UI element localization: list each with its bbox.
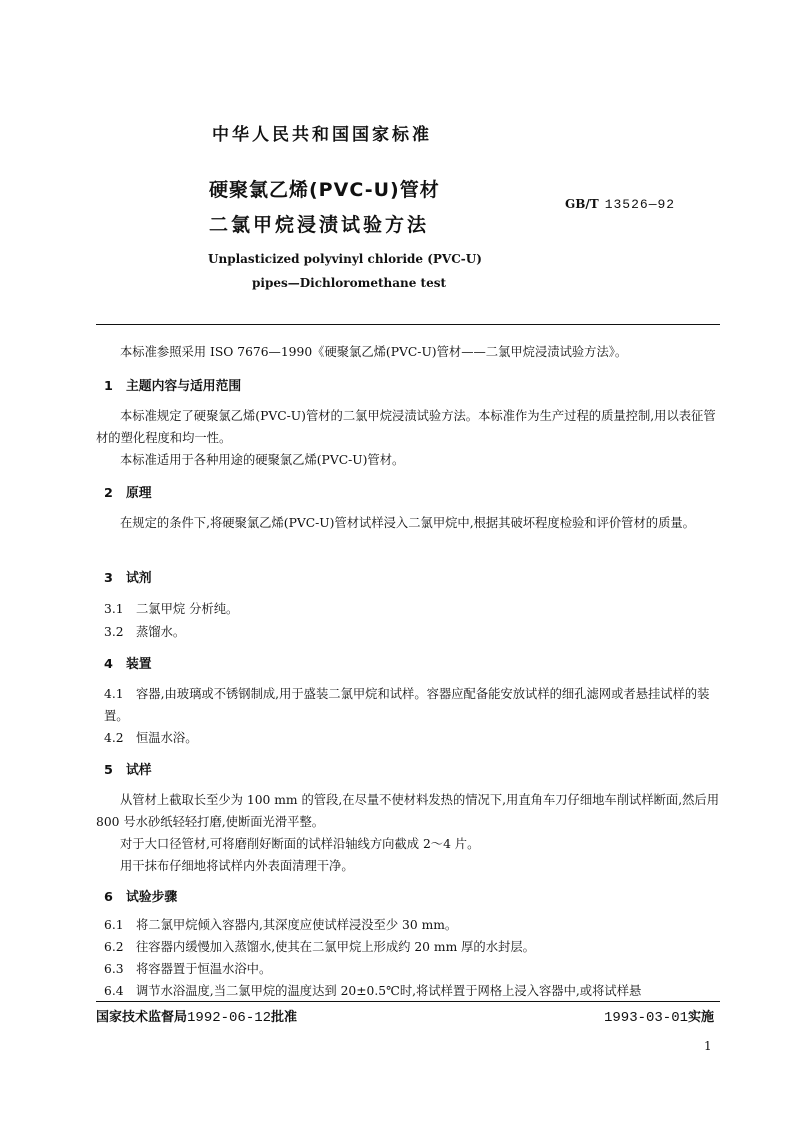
- approval-date: 1992-06-12: [187, 1010, 272, 1026]
- section-title: 装置: [126, 657, 152, 672]
- section-2-heading: [104, 482, 152, 501]
- section-5-heading: [104, 759, 152, 778]
- section-title: 原理: [126, 486, 152, 501]
- item-number: 6.1: [104, 918, 124, 932]
- item-text: 蒸馏水。: [136, 625, 186, 639]
- section-title: 试验步骤: [126, 890, 178, 905]
- item-number: 3.1: [104, 602, 124, 616]
- section-1-paragraph-2: 本标准适用于各种用途的硬聚氯乙烯(PVC-U)管材。: [120, 453, 405, 467]
- implementation-date: 1993-03-01: [604, 1010, 689, 1026]
- item-6-1: [104, 915, 457, 933]
- intro-paragraph: 本标准参照采用 ISO 7676—1990《硬聚氯乙烯(PVC-U)管材——二氯甲烷浸渍试验方法》。: [120, 345, 628, 359]
- item-text: 调节水浴温度,当二氯甲烷的温度达到 20±0.5℃时,将试样置于网格上浸入容器中,或将试样悬: [136, 984, 642, 998]
- section-number: 6: [104, 890, 113, 905]
- item-6-3: [104, 959, 271, 977]
- section-5-paragraph-2: 对于大口径管材,可将磨削好断面的试样沿轴线方向截成 2～4 片。: [120, 837, 480, 851]
- item-number: 3.2: [104, 625, 124, 639]
- section-3-heading: [104, 567, 152, 586]
- item-3-2: [104, 622, 185, 640]
- item-number: 6.3: [104, 962, 124, 976]
- footer-divider: [96, 1001, 720, 1002]
- section-number: 4: [104, 657, 113, 672]
- item-text: 往容器内缓慢加入蒸馏水,使其在二氯甲烷上形成约 20 mm 厚的水封层。: [136, 940, 535, 954]
- item-text: 容器,由玻璃或不锈钢制成,用于盛装二氯甲烷和试样。容器应配备能安放试样的细孔滤网或者悬挂试样的装置。: [104, 687, 710, 723]
- item-number: 4.1: [104, 687, 124, 701]
- page-number: 1: [704, 1039, 712, 1053]
- item-number: 6.2: [104, 940, 124, 954]
- section-number: 3: [104, 571, 113, 586]
- item-6-4: [104, 981, 641, 999]
- section-number: 1: [104, 379, 113, 394]
- item-text: 将二氯甲烷倾入容器内,其深度应使试样浸没至少 30 mm。: [136, 918, 458, 932]
- section-number: 5: [104, 763, 113, 778]
- item-number: 4.2: [104, 731, 124, 745]
- national-standard-heading: 中华人民共和国国家标准: [212, 125, 432, 145]
- standard-code-number: 13526—92: [604, 197, 676, 212]
- approver-name: 国家技术监督局: [96, 1010, 188, 1025]
- item-4-2: [104, 728, 198, 746]
- item-6-2: [104, 937, 535, 955]
- header-divider: [96, 324, 720, 325]
- section-title: 试样: [126, 763, 152, 778]
- section-title: 主题内容与适用范围: [126, 379, 242, 394]
- section-4-heading: [104, 653, 152, 672]
- section-5-paragraph-1: 从管材上截取长至少为 100 mm 的管段,在尽量不使材料发热的情况下,用直角车刀仔细地车削试样断面,然后用 800 号水砂纸轻轻打磨,使断面光滑平整。: [96, 793, 720, 829]
- implementation-statement: [604, 1006, 714, 1026]
- english-title-line2: pipes—Dichloromethane test: [252, 276, 447, 290]
- section-6-heading: [104, 886, 177, 905]
- section-1-heading: [104, 375, 241, 394]
- section-5-paragraph-3: 用干抹布仔细地将试样内外表面清理干净。: [120, 859, 354, 873]
- section-1-paragraph-1: 本标准规定了硬聚氯乙烯(PVC-U)管材的二氯甲烷浸渍试验方法。本标准作为生产过程的质量控制,用以表征管材的塑化程度和均一性。: [96, 409, 716, 445]
- section-number: 2: [104, 486, 113, 501]
- item-4-1: [104, 683, 720, 727]
- item-text: 将容器置于恒温水浴中。: [136, 962, 272, 976]
- implementation-suffix: 实施: [688, 1010, 715, 1025]
- section-2-paragraph-1: 在规定的条件下,将硬聚氯乙烯(PVC-U)管材试样浸入二氯甲烷中,根据其破坏程度检验和评价管材的质量。: [120, 516, 695, 530]
- standard-code: [565, 197, 675, 212]
- approval-statement: [96, 1006, 297, 1026]
- standard-title-line1: 硬聚氯乙烯(PVC-U)管材: [209, 179, 440, 201]
- approval-suffix: 批准: [271, 1010, 298, 1025]
- section-title: 试剂: [126, 571, 152, 586]
- item-3-1: [104, 599, 238, 617]
- english-title-line1: Unplasticized polyvinyl chloride (PVC-U): [208, 252, 482, 266]
- standard-code-prefix: GB/T: [565, 197, 599, 211]
- item-text: 恒温水浴。: [136, 731, 198, 745]
- item-number: 6.4: [104, 984, 124, 998]
- item-text: 二氯甲烷 分析纯。: [136, 602, 239, 616]
- standard-title-line2: 二氯甲烷浸渍试验方法: [209, 214, 430, 236]
